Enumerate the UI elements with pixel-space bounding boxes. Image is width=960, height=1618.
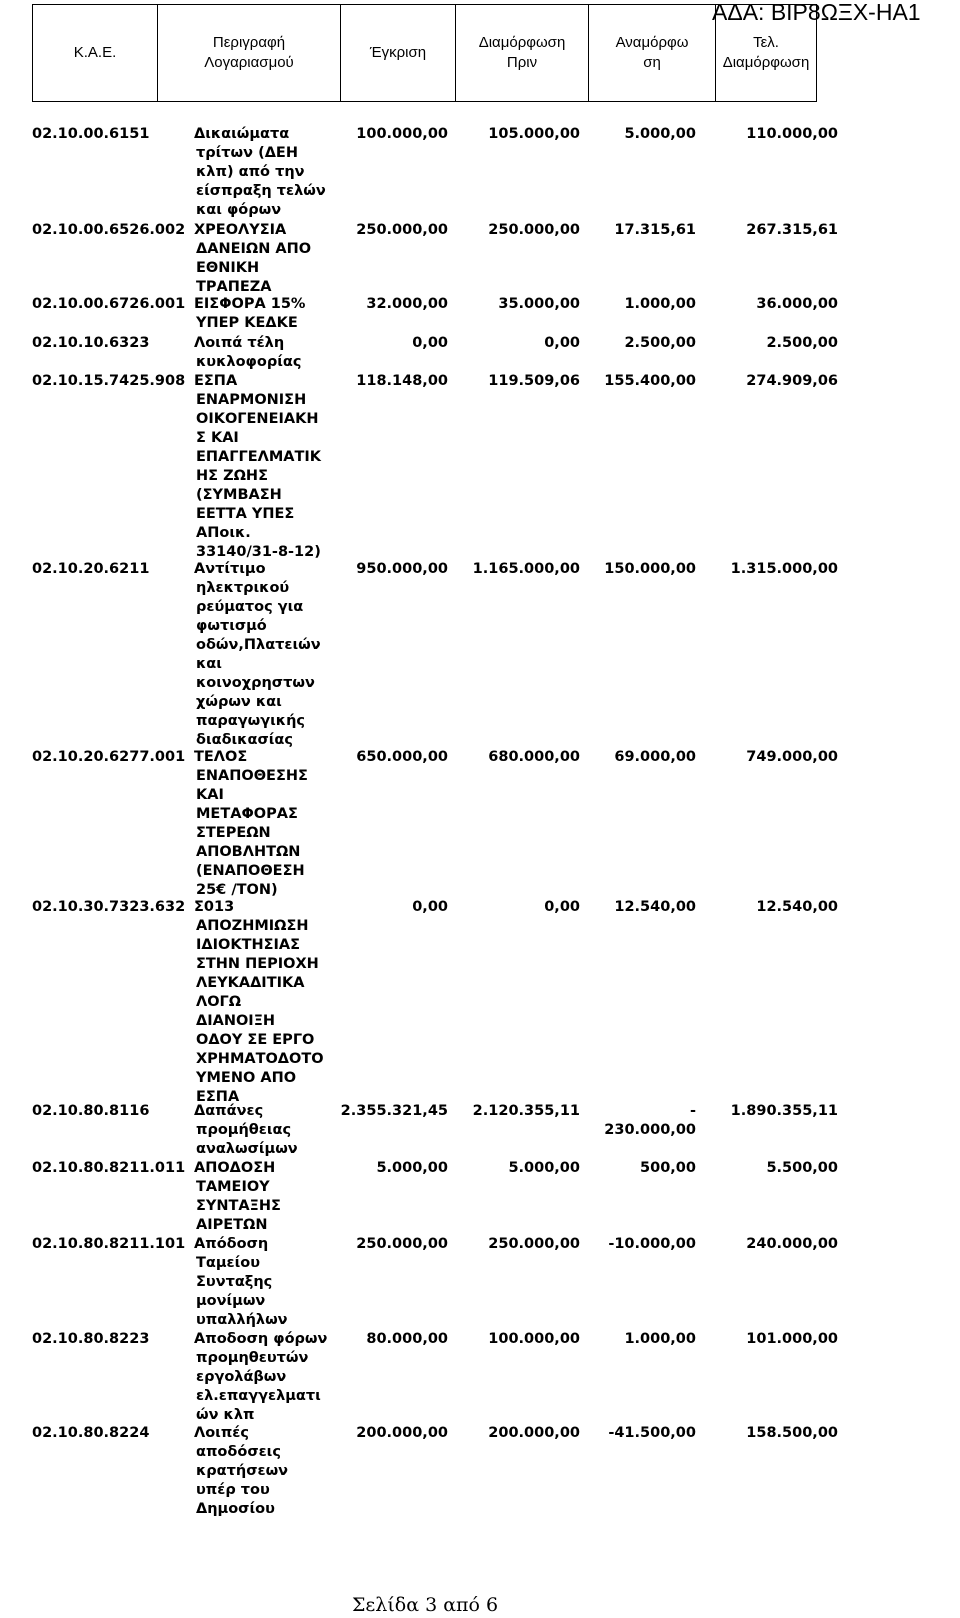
description-line: ών κλπ <box>196 1407 255 1423</box>
adjustment-value: 155.400,00 <box>604 373 696 389</box>
account-description <box>194 1330 328 1425</box>
approval-value: 118.148,00 <box>356 373 448 389</box>
description-line: ΧΡΕΟΛΥΣΙΑ <box>194 222 287 238</box>
before-value: 0,00 <box>544 899 580 915</box>
page-number: Σελίδα 3 από 6 <box>352 1594 499 1616</box>
adjustment-value: 5.000,00 <box>624 126 696 142</box>
description-line: ΑΙΡΕΤΩΝ <box>196 1217 268 1233</box>
description-line: ρεύματος για <box>196 599 304 615</box>
adjustment-value: -41.500,00 <box>608 1425 696 1441</box>
description-line: ΔΙΑΝΟΙΞΗ <box>196 1013 275 1029</box>
description-line: ΑΠΟΔΟΣΗ <box>194 1160 276 1176</box>
description-line: 33140/31-8-12) <box>196 544 321 560</box>
description-line: ΕΝΑΠΟΘΕΣΗΣ <box>196 768 308 784</box>
description-line: (ΕΝΑΠΟΘΕΣΗ <box>196 863 305 879</box>
approval-value: 200.000,00 <box>356 1425 448 1441</box>
final-value: 240.000,00 <box>746 1236 838 1252</box>
adjustment-value: 2.500,00 <box>624 335 696 351</box>
description-line: ΥΠΕΡ ΚΕΔΚΕ <box>196 315 298 331</box>
description-line: Σ ΚΑΙ <box>196 430 239 446</box>
description-line: ΑΠΟΖΗΜΙΩΣΗ <box>196 918 309 934</box>
account-code: 02.10.20.6277.001 <box>32 749 186 765</box>
description-line: μονίμων <box>196 1293 266 1309</box>
before-value: 680.000,00 <box>488 749 580 765</box>
approval-value: 100.000,00 <box>356 126 448 142</box>
description-line: ΤΡΑΠΕΖΑ <box>196 279 272 295</box>
description-line: οδών,Πλατειών <box>196 637 321 653</box>
description-line: παραγωγικής <box>196 713 305 729</box>
account-description <box>194 125 324 220</box>
description-line: ΣΥΝΤΑΞΗΣ <box>196 1198 281 1214</box>
approval-value: 250.000,00 <box>356 1236 448 1252</box>
approval-value: 5.000,00 <box>376 1160 448 1176</box>
description-line: υπαλλήλων <box>196 1312 288 1328</box>
account-description <box>194 372 324 562</box>
account-code: 02.10.00.6526.002 <box>32 222 186 238</box>
description-line: ΕΙΣΦΟΡΑ 15% <box>194 296 306 312</box>
before-value: 5.000,00 <box>508 1160 580 1176</box>
account-code: 02.10.80.8223 <box>32 1331 150 1347</box>
description-line: Ταμείου <box>196 1255 260 1271</box>
final-value: 101.000,00 <box>746 1331 838 1347</box>
before-value: 35.000,00 <box>498 296 580 312</box>
description-line: ΔΑΝΕΙΩΝ ΑΠΟ <box>196 241 312 257</box>
adjustment-value: 1.000,00 <box>624 296 696 312</box>
description-line: ΑΠοικ. <box>196 525 251 541</box>
description-line: ΧΡΗΜΑΤΟΔΟΤΟ <box>196 1051 324 1067</box>
account-code: 02.10.80.8116 <box>32 1103 150 1119</box>
description-line: (ΣΥΜΒΑΣΗ <box>196 487 282 503</box>
description-line: Δημοσίου <box>196 1501 275 1517</box>
account-code: 02.10.80.8211.011 <box>32 1160 186 1176</box>
final-value: 749.000,00 <box>746 749 838 765</box>
account-description <box>194 334 324 372</box>
ada-watermark: ΑΔΑ: ΒΙΡ8ΩΞΧ-ΗΑ1 <box>712 0 921 25</box>
description-line: Λοιπές <box>194 1425 249 1441</box>
description-line: ελ.επαγγελματι <box>196 1388 321 1404</box>
approval-value: 0,00 <box>412 899 448 915</box>
adjustment-value: 17.315,61 <box>614 222 696 238</box>
description-line: και <box>196 656 222 672</box>
description-line: ΕΕΤΤΑ ΥΠΕΣ <box>196 506 295 522</box>
description-line: ΙΔΙΟΚΤΗΣΙΑΣ <box>196 937 301 953</box>
description-line: ΕΘΝΙΚΗ <box>196 260 260 276</box>
final-value: 158.500,00 <box>746 1425 838 1441</box>
description-line: ηλεκτρικού <box>196 580 290 596</box>
description-line: Απόδοση <box>194 1236 269 1252</box>
description-line: υπέρ του <box>196 1482 270 1498</box>
account-code: 02.10.10.6323 <box>32 335 150 351</box>
final-value: 2.500,00 <box>766 335 838 351</box>
approval-value: 650.000,00 <box>356 749 448 765</box>
description-line: Δικαιώματα <box>194 126 290 142</box>
account-code: 02.10.00.6151 <box>32 126 150 142</box>
before-value: 2.120.355,11 <box>472 1103 580 1119</box>
description-line: ΣΤΕΡΕΩΝ <box>196 825 271 841</box>
description-line: ΑΠΟΒΛΗΤΩΝ <box>196 844 301 860</box>
account-description <box>194 1424 324 1519</box>
approval-value: 32.000,00 <box>366 296 448 312</box>
approval-value: 250.000,00 <box>356 222 448 238</box>
header-approval: Έγκριση <box>341 5 456 102</box>
adjustment-value: 69.000,00 <box>614 749 696 765</box>
before-value: 250.000,00 <box>488 222 580 238</box>
description-line: αναλωσίμων <box>196 1141 298 1157</box>
account-description <box>194 560 324 750</box>
description-line: ΗΣ ΖΩΗΣ <box>196 468 268 484</box>
description-line: φωτισμό <box>196 618 267 634</box>
final-value: 110.000,00 <box>746 126 838 142</box>
account-code: 02.10.80.8224 <box>32 1425 150 1441</box>
description-line: ΕΣΠΑ <box>196 1089 240 1105</box>
description-line: κοινοχρηστων <box>196 675 315 691</box>
final-value: 12.540,00 <box>756 899 838 915</box>
final-value: 274.909,06 <box>746 373 838 389</box>
description-line: ΕΝΑΡΜΟΝΙΣΗ <box>196 392 307 408</box>
description-line: κυκλοφορίας <box>196 354 302 370</box>
account-code: 02.10.15.7425.908 <box>32 373 186 389</box>
description-line: ΕΣΠΑ <box>194 373 238 389</box>
approval-value: 2.355.321,45 <box>340 1103 448 1119</box>
adjustment-value: 150.000,00 <box>604 561 696 577</box>
before-value: 0,00 <box>544 335 580 351</box>
account-description <box>194 1159 324 1235</box>
description-line: είσπραξη τελών <box>196 183 326 199</box>
description-line: 25€ /ΤΟΝ) <box>196 882 278 898</box>
approval-value: 0,00 <box>412 335 448 351</box>
description-line: ΟΙΚΟΓΕΝΕΙΑΚΗ <box>196 411 319 427</box>
approval-value: 80.000,00 <box>366 1331 448 1347</box>
description-line: αποδόσεις <box>196 1444 281 1460</box>
description-line: ΚΑΙ <box>196 787 224 803</box>
description-line: ΥΜΕΝΟ ΑΠΟ <box>196 1070 297 1086</box>
description-line: ΜΕΤΑΦΟΡΑΣ <box>196 806 298 822</box>
description-line: χώρων και <box>196 694 282 710</box>
account-description <box>194 295 324 333</box>
description-line: ΛΟΓΩ <box>196 994 242 1010</box>
account-description <box>194 898 324 1107</box>
header-kae: Κ.Α.Ε. <box>33 5 158 102</box>
description-line: κλπ) από την <box>196 164 305 180</box>
description-line: τρίτων (ΔΕΗ <box>196 145 298 161</box>
account-description <box>194 1235 324 1330</box>
description-line: ΤΑΜΕΙΟΥ <box>196 1179 270 1195</box>
description-line: Συνταξης <box>196 1274 273 1290</box>
header-description: Περιγραφή Λογαριασμού <box>158 5 341 102</box>
account-code: 02.10.20.6211 <box>32 561 150 577</box>
final-value: 267.315,61 <box>746 222 838 238</box>
adjustment-value: - 230.000,00 <box>604 1103 696 1138</box>
account-code: 02.10.30.7323.632 <box>32 899 186 915</box>
header-before: Διαμόρφωση Πριν <box>456 5 589 102</box>
description-line: διαδικασίας <box>196 732 293 748</box>
before-value: 1.165.000,00 <box>472 561 580 577</box>
description-line: ΕΠΑΓΓΕΛΜΑΤΙΚ <box>196 449 322 465</box>
description-line: εργολάβων <box>196 1369 287 1385</box>
final-value: 1.890.355,11 <box>730 1103 838 1119</box>
before-value: 100.000,00 <box>488 1331 580 1347</box>
account-description <box>194 748 324 900</box>
adjustment-value: 1.000,00 <box>624 1331 696 1347</box>
before-value: 250.000,00 <box>488 1236 580 1252</box>
before-value: 200.000,00 <box>488 1425 580 1441</box>
description-line: ΟΔΟΥ ΣΕ ΕΡΓΟ <box>196 1032 315 1048</box>
header-final: Τελ. Διαμόρφωση <box>716 5 817 102</box>
description-line: Αποδοση φόρων <box>194 1331 328 1347</box>
before-value: 119.509,06 <box>488 373 580 389</box>
description-line: Αντίτιμο <box>194 561 266 577</box>
description-line: Δαπάνες <box>194 1103 264 1119</box>
before-value: 105.000,00 <box>488 126 580 142</box>
header-adjustment: Αναμόρφω ση <box>589 5 716 102</box>
account-description <box>194 1102 324 1159</box>
description-line: κρατήσεων <box>196 1463 289 1479</box>
account-description <box>194 221 324 297</box>
final-value: 1.315.000,00 <box>730 561 838 577</box>
description-line: Λοιπά τέλη <box>194 335 285 351</box>
description-line: και φόρων <box>196 202 282 218</box>
adjustment-value: -10.000,00 <box>608 1236 696 1252</box>
description-line: προμήθειας <box>196 1122 292 1138</box>
account-code: 02.10.80.8211.101 <box>32 1236 186 1252</box>
description-line: ΤΕΛΟΣ <box>194 749 248 765</box>
description-line: ΣΤΗΝ ΠΕΡΙΟΧΗ <box>196 956 319 972</box>
account-code: 02.10.00.6726.001 <box>32 296 186 312</box>
adjustment-value: 12.540,00 <box>614 899 696 915</box>
final-value: 36.000,00 <box>756 296 838 312</box>
description-line: Σ013 <box>194 899 235 915</box>
adjustment-value: 500,00 <box>640 1160 696 1176</box>
header-table <box>32 4 817 102</box>
final-value: 5.500,00 <box>766 1160 838 1176</box>
approval-value: 950.000,00 <box>356 561 448 577</box>
description-line: ΛΕΥΚΑΔΙΤΙΚΑ <box>196 975 305 991</box>
description-line: προμηθευτών <box>196 1350 309 1366</box>
